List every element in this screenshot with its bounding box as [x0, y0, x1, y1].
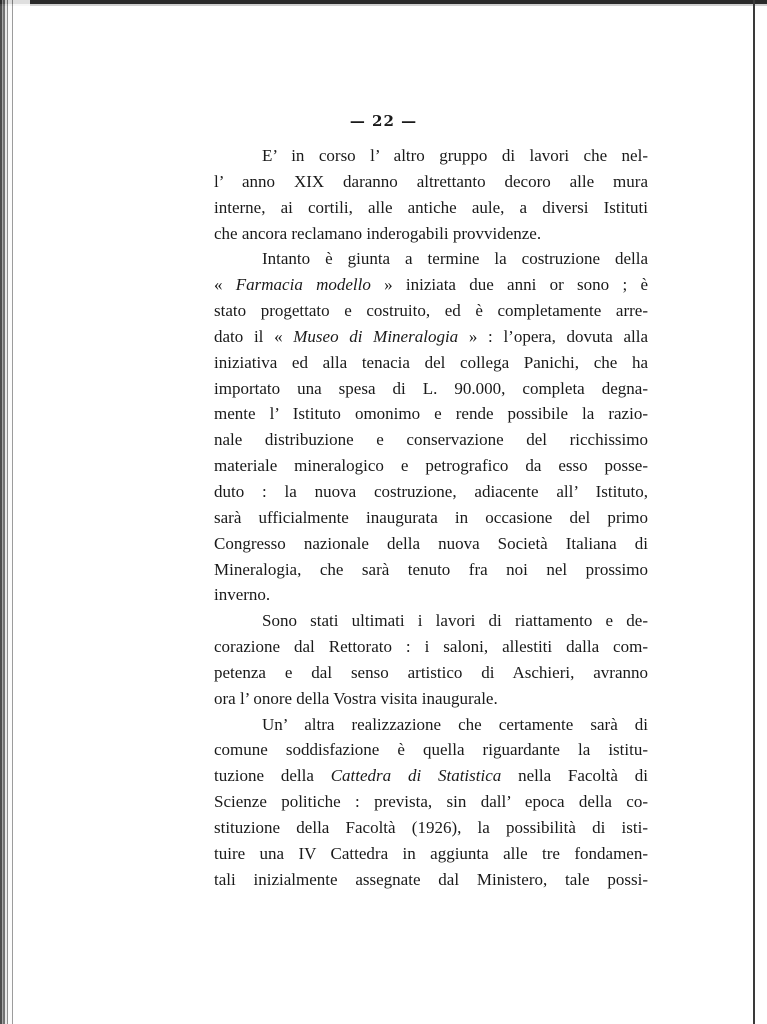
text-line: [214, 427, 648, 453]
text-line: [214, 221, 648, 247]
text-line: [214, 867, 648, 893]
text-run: Intanto è giunta a termine la costruzione della: [262, 249, 648, 269]
text-run: interne, ai cortili, alle antiche aule, a diversi Istituti: [214, 197, 648, 217]
text-line: [214, 841, 648, 867]
text-run: Mineralogia, che sarà tenuto fra noi nel prossimo: [214, 559, 648, 579]
text-run: » iniziata due anni or sono ; è: [370, 275, 648, 295]
italic-title: Cattedra di Statistica: [330, 766, 502, 786]
italic-title: Museo di Mineralogia: [293, 326, 459, 346]
text-run: mente l’ Istituto omonimo e rende possibile la razio-: [214, 404, 648, 424]
text-run: petenza e dal senso artistico di Aschieri, avranno: [214, 662, 648, 682]
text-line: [214, 169, 648, 195]
text-line: [214, 195, 648, 221]
text-run: importato una spesa di L. 90.000, completa degna-: [214, 378, 648, 398]
text-line: [214, 298, 648, 324]
text-line: [214, 324, 648, 350]
text-line: [214, 737, 648, 763]
text-line: [214, 453, 648, 479]
text-line: [214, 763, 648, 789]
text-run: «: [214, 275, 236, 295]
page-number: — 22 —: [349, 112, 418, 130]
book-spine-shadow: [0, 0, 30, 1024]
text-run: E’ in corso l’ altro gruppo di lavori che nel-: [262, 146, 648, 165]
text-line: [214, 557, 648, 583]
text-run: duto : la nuova costruzione, adiacente all’ Istituto,: [214, 481, 648, 501]
text-run: nella Facoltà di: [501, 766, 648, 786]
text-line: [214, 608, 648, 634]
body-text: [214, 143, 648, 892]
text-line: [214, 660, 648, 686]
text-run: comune soddisfazione è quella riguardante la istitu-: [214, 740, 648, 760]
text-line: [214, 143, 648, 169]
text-line: [214, 712, 648, 738]
text-run: tuire una IV Cattedra in aggiunta alle tre fondamen-: [214, 843, 648, 863]
text-run: corazione dal Rettorato : i saloni, allestiti dalla com-: [214, 637, 648, 657]
text-run: tali inizialmente assegnate dal Ministero, tale possi-: [214, 869, 648, 889]
text-line: [214, 272, 648, 298]
text-run: nale distribuzione e conservazione del ricchissimo: [214, 430, 648, 450]
text-run: stituzione della Facoltà (1926), la possibilità di isti-: [214, 817, 648, 837]
text-run: sarà ufficialmente inaugurata in occasione del primo: [214, 507, 648, 527]
text-line: [214, 246, 648, 272]
text-line: [214, 686, 648, 712]
text-run: tuzione della: [214, 766, 331, 786]
text-run: stato progettato e costruito, ed è completamente arre-: [214, 301, 648, 321]
text-line: [214, 401, 648, 427]
text-run: Scienze politiche : prevista, sin dall’ epoca della co-: [214, 792, 648, 812]
text-line: [214, 789, 648, 815]
text-run: iniziativa ed alla tenacia del collega Panichi, che ha: [214, 352, 648, 372]
top-page-edge: [0, 0, 767, 10]
text-line: [214, 815, 648, 841]
text-run: » : l’opera, dovuta alla: [458, 326, 648, 346]
text-line: [214, 479, 648, 505]
text-run: Un’ altra realizzazione che certamente sarà di: [262, 714, 648, 734]
text-run: l’ anno XIX daranno altrettanto decoro alle mura: [214, 171, 648, 191]
text-run: inverno.: [214, 585, 271, 605]
text-line: [214, 505, 648, 531]
text-run: dato il «: [214, 326, 294, 346]
text-run: ora l’ onore della Vostra visita inaugurale.: [214, 688, 498, 708]
text-run: Sono stati ultimati i lavori di riattamento e de-: [262, 611, 648, 631]
text-line: [214, 376, 648, 402]
text-run: Congresso nazionale della nuova Società Italiana di: [214, 533, 648, 553]
text-line: [214, 350, 648, 376]
italic-title: Farmacia modello: [235, 275, 371, 295]
text-line: [214, 531, 648, 557]
text-line: [214, 582, 648, 608]
text-run: che ancora reclamano inderogabili provvidenze.: [214, 223, 542, 243]
text-line: [214, 634, 648, 660]
text-run: materiale mineralogico e petrografico da esso posse-: [214, 456, 648, 476]
right-page-edge: [753, 0, 755, 1024]
